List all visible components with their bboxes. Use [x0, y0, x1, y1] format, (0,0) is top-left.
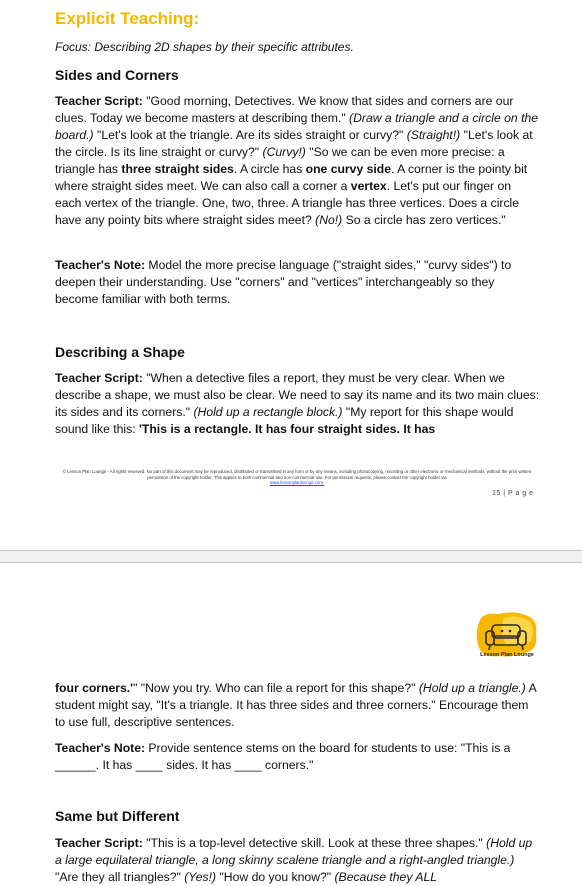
focus-line: Focus: Describing 2D shapes by their specific attributes. — [55, 40, 354, 54]
script-label: Teacher Script: — [55, 836, 143, 850]
script-continued — [55, 680, 540, 731]
text-run: "Let's look at the circle. Is its line straight or curvy?" — [55, 128, 533, 159]
script-text — [55, 681, 536, 729]
script-describing-shape — [55, 370, 540, 438]
logo-label: Lesson Plan Lounge — [480, 652, 534, 658]
note-text: Model the more precise language ("straight sides," "curvy sides") to deepen their understanding. Use "corners" and "vertices" interchangeably so they become familiar with both terms. — [55, 258, 512, 306]
page-separator — [0, 550, 582, 563]
note-sides-corners — [55, 257, 540, 308]
text-run: "This is a top-level detective skill. Look at these three shapes." — [142, 836, 487, 850]
bold-text: three straight sides — [121, 162, 234, 176]
heading-sides-corners: Sides and Corners — [55, 67, 179, 83]
script-text — [55, 94, 538, 227]
note-text: Provide sentence stems on the board for students to use: "This is a ______. It has ____ sides. It has ____ corners." — [55, 741, 511, 772]
bold-text: vertex — [350, 179, 387, 193]
text-run: A student might say, "It's a triangle. It has three sides and three corners." Encourage them to use full, descriptive sentences. — [55, 681, 537, 729]
script-same-different — [55, 835, 540, 886]
italic-text: (No!) — [315, 213, 343, 227]
script-sides-corners — [55, 93, 540, 229]
italic-text: (Draw a triangle and a circle on the board.) — [55, 111, 539, 142]
heading-same-different: Same but Different — [55, 808, 180, 824]
section-heading: Explicit Teaching: — [55, 9, 200, 28]
text-run: "Let's look at the triangle. Are its sides straight or curvy?" — [93, 128, 407, 142]
note-label: Teacher's Note: — [55, 741, 146, 755]
italic-text: (Curvy!) — [262, 145, 306, 159]
text-run: . A circle has — [233, 162, 306, 176]
text-run: So a circle has zero vertices." — [342, 213, 506, 227]
text-run: . A corner is the pointy bit where straight sides meet. We can also call a corner a — [55, 162, 528, 193]
bold-text: one curvy side — [305, 162, 392, 176]
page-number: 15 | P a g e — [492, 490, 534, 497]
italic-text: (Yes!) — [184, 870, 217, 884]
italic-text: (Because they ALL — [334, 870, 438, 884]
note-describing-shape — [55, 740, 540, 774]
website-link[interactable]: www.lessonplanlounge.com. — [269, 480, 325, 486]
script-label: Teacher Script: — [55, 94, 143, 108]
italic-text: (Hold up a large equilateral triangle, a long skinny scalene triangle and a right-angled triangle.) — [55, 836, 533, 867]
text-run: "How do you know?" — [216, 870, 335, 884]
text-run: "So we can be even more precise: a triangle has — [55, 145, 505, 176]
copyright-footer — [58, 469, 536, 486]
text-run: "When a detective files a report, they must be very clear. When we describe a shape, we must also be clear. We need to say its name and its two main clues: its sides and its corners." — [55, 371, 540, 419]
script-label: Teacher Script: — [55, 371, 143, 385]
text-run: " "Now you try. Who can file a report for this shape?" — [133, 681, 419, 695]
italic-text: (Straight!) — [406, 128, 461, 142]
text-run: "Are they all triangles?" — [55, 870, 185, 884]
text-run: "My report for this shape would sound like this: — [55, 405, 514, 436]
text-run: "Good morning, Detectives. We know that sides and corners are our clues. Today we become masters at describing them." — [55, 94, 514, 125]
bold-text: 'This is a rectangle. It has four straight sides. It has — [139, 422, 436, 436]
copyright-text: © Lesson Plan Lounge - All rights reserved. No part of this document may be reproduced, distributed or transmitted in any form or by any means, including photocopying, recording or other electronic or mechanical methods, without the prior written permission of the copyright holder. This applies to both commercial and non-commercial use. For permission requests, please contact the copyright holder via — [62, 469, 532, 480]
bold-text: four corners.' — [55, 681, 134, 695]
italic-text: (Hold up a triangle.) — [418, 681, 526, 695]
italic-text: (Hold up a rectangle block.) — [193, 405, 343, 419]
note-label: Teacher's Note: — [55, 258, 146, 272]
heading-describing-shape: Describing a Shape — [55, 344, 185, 360]
text-run: . Let's put our finger on each vertex of the triangle. One, two, three. A triangle has three vertices. Does a circle have any pointy bits where straight sides meet? — [55, 179, 520, 227]
